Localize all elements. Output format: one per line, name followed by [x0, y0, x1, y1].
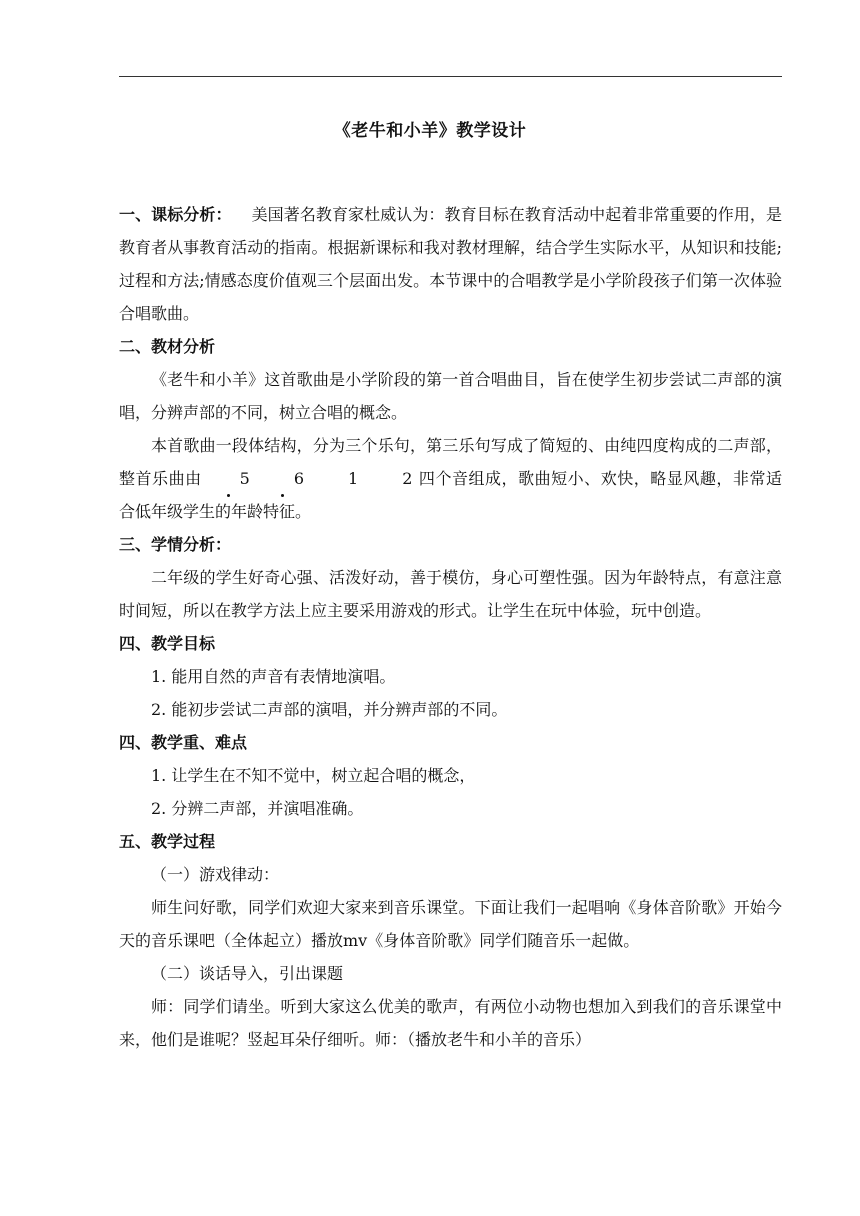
note-low-6: 6	[262, 462, 304, 495]
note-1: 1	[348, 469, 359, 488]
paragraph-text: 四个音组成，歌曲短小、欢快，略显风趣，非常适合低年级学生的年龄特征。	[119, 469, 782, 521]
paragraph: 美国著名教育家杜威认为：教育目标在教育活动中起着非常重要的作用，是教育者从事教育活动的指南。根据新课标和我对教材理解，结合学生实际水平，从知识和技能;过程和方法;情感态度价值观三个层面出发。本节课中的合唱教学是小学阶段孩子们第一次体验合唱歌曲。	[119, 205, 782, 323]
list-item: 2. 分辨二声部，并演唱准确。	[151, 799, 364, 818]
paragraph-with-notes	[119, 429, 782, 528]
section-heading: 二、教材分析	[119, 337, 216, 356]
list-item: 1. 能用自然的声音有表情地演唱。	[151, 667, 396, 686]
paragraph: 二年级的学生好奇心强、活泼好动，善于模仿，身心可塑性强。因为年龄特点，有意注意时间短，所以在教学方法上应主要采用游戏的形式。让学生在玩中体验，玩中创造。	[119, 568, 782, 620]
section-curriculum-analysis	[119, 198, 782, 330]
paragraph-text: 本首歌曲一段体结构，分为三个乐句，第三乐句写成了简短的、由纯四度构成的二声部，整首乐曲由	[119, 436, 782, 488]
section-heading: 三、学情分析：	[119, 535, 232, 554]
subheading: （二）谈话导入，引出课题	[151, 964, 344, 983]
section-heading: 一、课标分析：	[119, 205, 232, 224]
note-2: 2	[402, 469, 413, 488]
document-title: 《老牛和小羊》教学设计	[333, 121, 527, 141]
section-heading: 四、教学目标	[119, 634, 216, 653]
paragraph: 《老牛和小羊》这首歌曲是小学阶段的第一首合唱曲目，旨在使学生初步尝试二声部的演唱，分辨声部的不同，树立合唱的概念。	[119, 370, 782, 422]
document-body	[119, 198, 782, 1056]
subheading: （一）游戏律动：	[151, 865, 280, 884]
list-item: 1. 让学生在不知不觉中，树立起合唱的概念，	[151, 766, 476, 785]
paragraph: 师：同学们请坐。听到大家这么优美的歌声，有两位小动物也想加入到我们的音乐课堂中来，他们是谁呢？竖起耳朵仔细听。师：（播放老牛和小羊的音乐）	[119, 997, 782, 1049]
paragraph: 师生问好歌，同学们欢迎大家来到音乐课堂。下面让我们一起唱响《身体音阶歌》开始今天的音乐课吧（全体起立）播放mv《身体音阶歌》同学们随音乐一起做。	[119, 898, 782, 950]
section-heading: 五、教学过程	[119, 832, 216, 851]
section-heading: 四、教学重、难点	[119, 733, 248, 752]
list-item: 2. 能初步尝试二声部的演唱，并分辨声部的不同。	[151, 700, 508, 719]
header-rule	[119, 76, 782, 77]
note-low-5: 5	[208, 462, 250, 495]
